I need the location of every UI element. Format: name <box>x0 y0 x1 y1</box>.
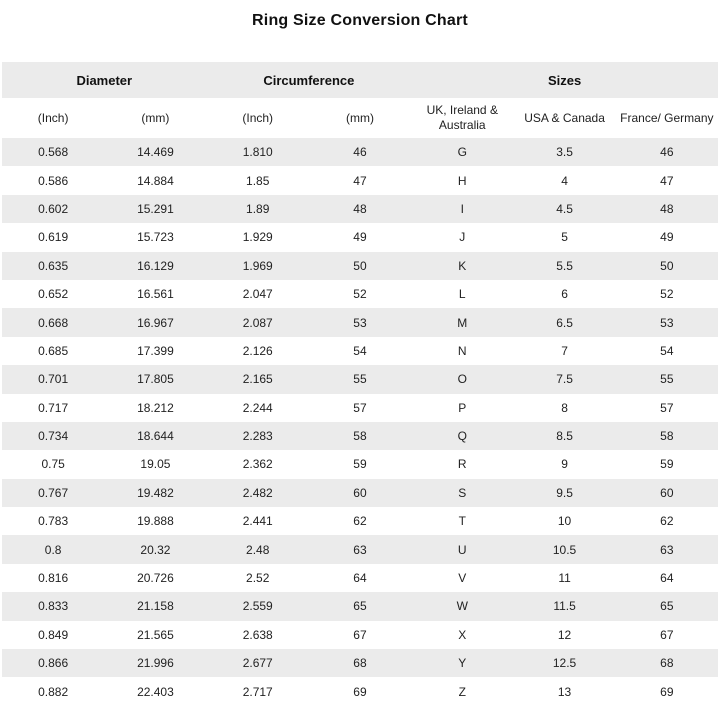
cell-col-3: 67 <box>353 627 367 642</box>
cell-col-2: 2.047 <box>242 287 273 302</box>
cell-col-2: 2.677 <box>242 656 273 671</box>
cell-col-5: 5 <box>561 230 568 245</box>
cell-col-1: 19.482 <box>137 485 174 500</box>
cell-col-3: 63 <box>353 542 367 557</box>
table-row <box>2 479 718 507</box>
cell-col-0: 0.734 <box>38 429 69 444</box>
cell-col-5: 4.5 <box>556 201 573 216</box>
cell-col-5: 4 <box>561 173 568 188</box>
cell-col-5: 6.5 <box>556 315 573 330</box>
cell-col-0: 0.8 <box>44 542 62 557</box>
cell-col-6: 67 <box>660 627 674 642</box>
table-row <box>2 252 718 280</box>
cell-col-0: 0.619 <box>38 230 69 245</box>
cell-col-1: 18.644 <box>137 429 174 444</box>
cell-col-5: 6 <box>561 287 568 302</box>
cell-col-6: 65 <box>660 599 674 614</box>
group-header-row <box>2 62 718 98</box>
cell-col-1: 17.399 <box>137 343 174 358</box>
cell-col-1: 18.212 <box>137 400 174 415</box>
cell-col-1: 16.129 <box>137 258 174 273</box>
cell-col-0: 0.568 <box>38 145 69 160</box>
cell-col-2: 2.165 <box>242 372 273 387</box>
column-header-6: France/ Germany <box>616 98 718 138</box>
cell-col-3: 54 <box>353 343 367 358</box>
cell-col-0: 0.668 <box>38 315 69 330</box>
cell-col-5: 9.5 <box>556 485 573 500</box>
cell-col-6: 54 <box>660 343 674 358</box>
cell-col-2: 2.441 <box>242 514 273 529</box>
cell-col-6: 57 <box>660 400 674 415</box>
cell-col-4: G <box>457 145 467 160</box>
page-title: Ring Size Conversion Chart <box>252 12 468 29</box>
cell-col-2: 1.89 <box>246 201 270 216</box>
table-body <box>2 138 718 706</box>
cell-col-1: 15.723 <box>137 230 174 245</box>
cell-col-0: 0.816 <box>38 571 69 586</box>
table-row <box>2 677 718 705</box>
cell-col-6: 47 <box>660 173 674 188</box>
cell-col-4: V <box>458 571 467 586</box>
column-header-5: USA & Canada <box>513 98 615 138</box>
cell-col-2: 2.638 <box>242 627 273 642</box>
cell-col-2: 2.52 <box>246 571 270 586</box>
cell-col-4: T <box>458 514 466 529</box>
cell-col-6: 49 <box>660 230 674 245</box>
cell-col-1: 20.32 <box>140 542 171 557</box>
cell-col-5: 9 <box>561 457 568 472</box>
cell-col-6: 68 <box>660 656 674 671</box>
cell-col-1: 14.884 <box>137 173 174 188</box>
cell-col-2: 2.244 <box>242 400 273 415</box>
table-row <box>2 592 718 620</box>
ring-size-conversion-table <box>2 62 718 706</box>
cell-col-0: 0.783 <box>38 514 69 529</box>
cell-col-1: 21.996 <box>137 656 174 671</box>
cell-col-4: M <box>457 315 468 330</box>
group-header-sizes: Sizes <box>411 62 718 98</box>
column-header-0: (Inch) <box>2 98 104 138</box>
cell-col-5: 7.5 <box>556 372 573 387</box>
cell-col-1: 14.469 <box>137 145 174 160</box>
cell-col-2: 2.559 <box>242 599 273 614</box>
cell-col-0: 0.767 <box>38 485 69 500</box>
cell-col-6: 48 <box>660 201 674 216</box>
group-header-diameter: Diameter <box>2 62 207 98</box>
cell-col-3: 65 <box>353 599 367 614</box>
table-row <box>2 195 718 223</box>
cell-col-6: 63 <box>660 542 674 557</box>
cell-col-2: 2.48 <box>246 542 270 557</box>
cell-col-6: 69 <box>660 684 674 699</box>
cell-col-2: 1.85 <box>246 173 270 188</box>
table-row <box>2 507 718 535</box>
cell-col-4: U <box>457 542 467 557</box>
cell-col-6: 50 <box>660 258 674 273</box>
cell-col-0: 0.849 <box>38 627 69 642</box>
cell-col-1: 21.158 <box>137 599 174 614</box>
cell-col-4: K <box>458 258 467 273</box>
cell-col-5: 11 <box>558 571 571 586</box>
cell-col-3: 68 <box>353 656 367 671</box>
cell-col-1: 22.403 <box>137 684 174 699</box>
cell-col-4: S <box>458 485 467 500</box>
cell-col-1: 19.888 <box>137 514 174 529</box>
cell-col-3: 50 <box>353 258 367 273</box>
cell-col-5: 11.5 <box>553 599 576 614</box>
cell-col-5: 8 <box>561 400 568 415</box>
cell-col-3: 48 <box>353 201 367 216</box>
cell-col-3: 58 <box>353 429 367 444</box>
cell-col-6: 59 <box>660 457 674 472</box>
cell-col-2: 2.482 <box>242 485 273 500</box>
column-header-3: (mm) <box>309 98 411 138</box>
cell-col-6: 55 <box>660 372 674 387</box>
cell-col-4: P <box>458 400 467 415</box>
cell-col-4: H <box>457 173 467 188</box>
cell-col-2: 1.810 <box>242 145 273 160</box>
cell-col-0: 0.652 <box>38 287 69 302</box>
table-row <box>2 450 718 478</box>
cell-col-5: 10.5 <box>552 542 577 557</box>
cell-col-6: 64 <box>660 571 674 586</box>
cell-col-5: 5.5 <box>556 258 573 273</box>
cell-col-4: Q <box>457 429 467 444</box>
cell-col-1: 17.805 <box>137 372 174 387</box>
cell-col-4: X <box>458 627 467 642</box>
cell-col-0: 0.833 <box>38 599 69 614</box>
cell-col-1: 16.967 <box>137 315 174 330</box>
cell-col-3: 64 <box>353 571 367 586</box>
cell-col-0: 0.701 <box>38 372 69 387</box>
table-row <box>2 337 718 365</box>
cell-col-4: Y <box>458 656 467 671</box>
cell-col-6: 52 <box>660 287 674 302</box>
cell-col-3: 69 <box>353 684 367 699</box>
cell-col-2: 2.126 <box>242 343 273 358</box>
cell-col-0: 0.602 <box>38 201 69 216</box>
cell-col-3: 47 <box>353 173 367 188</box>
cell-col-1: 20.726 <box>137 571 174 586</box>
cell-col-1: 21.565 <box>137 627 174 642</box>
cell-col-6: 60 <box>660 485 674 500</box>
cell-col-5: 12.5 <box>552 656 577 671</box>
cell-col-0: 0.685 <box>38 343 69 358</box>
column-header-row <box>2 98 718 138</box>
cell-col-4: L <box>458 287 466 302</box>
cell-col-3: 53 <box>353 315 367 330</box>
cell-col-3: 57 <box>353 400 367 415</box>
cell-col-0: 0.866 <box>38 656 69 671</box>
cell-col-0: 0.882 <box>38 684 69 699</box>
table-row <box>2 422 718 450</box>
cell-col-5: 10 <box>557 514 572 529</box>
column-header-2: (Inch) <box>207 98 309 138</box>
cell-col-3: 59 <box>353 457 367 472</box>
cell-col-3: 49 <box>353 230 367 245</box>
cell-col-6: 62 <box>660 514 674 529</box>
cell-col-5: 8.5 <box>556 429 573 444</box>
cell-col-6: 58 <box>660 429 674 444</box>
table-row <box>2 564 718 592</box>
cell-col-4: R <box>457 457 467 472</box>
table-row <box>2 308 718 336</box>
table-row <box>2 365 718 393</box>
cell-col-3: 55 <box>353 372 367 387</box>
cell-col-3: 60 <box>353 485 367 500</box>
cell-col-5: 13 <box>557 684 572 699</box>
cell-col-4: I <box>460 201 464 216</box>
cell-col-0: 0.717 <box>38 400 69 415</box>
cell-col-5: 3.5 <box>556 145 573 160</box>
table-row <box>2 649 718 677</box>
cell-col-4: W <box>456 599 468 614</box>
table-row <box>2 166 718 194</box>
cell-col-0: 0.635 <box>38 258 69 273</box>
cell-col-1: 19.05 <box>140 457 171 472</box>
cell-col-2: 2.087 <box>242 315 273 330</box>
cell-col-1: 16.561 <box>137 287 174 302</box>
cell-col-4: N <box>457 343 467 358</box>
cell-col-0: 0.75 <box>41 457 65 472</box>
table-row <box>2 394 718 422</box>
cell-col-4: J <box>459 230 466 245</box>
cell-col-4: Z <box>458 684 466 699</box>
column-header-1: (mm) <box>104 98 206 138</box>
cell-col-2: 2.283 <box>242 429 273 444</box>
cell-col-5: 12 <box>557 627 572 642</box>
table-row <box>2 223 718 251</box>
cell-col-4: O <box>457 372 467 387</box>
cell-col-3: 46 <box>353 145 367 160</box>
column-header-4: UK, Ireland & Australia <box>411 98 513 138</box>
cell-col-6: 46 <box>660 145 674 160</box>
cell-col-2: 1.969 <box>242 258 273 273</box>
table-head <box>2 62 718 138</box>
cell-col-2: 2.717 <box>242 684 273 699</box>
cell-col-2: 1.929 <box>242 230 273 245</box>
cell-col-3: 52 <box>353 287 367 302</box>
table-row <box>2 280 718 308</box>
cell-col-3: 62 <box>353 514 367 529</box>
cell-col-1: 15.291 <box>137 201 174 216</box>
table-row <box>2 621 718 649</box>
cell-col-6: 53 <box>660 315 674 330</box>
cell-col-5: 7 <box>561 343 568 358</box>
table-row <box>2 535 718 563</box>
cell-col-0: 0.586 <box>38 173 69 188</box>
table-row <box>2 138 718 166</box>
cell-col-2: 2.362 <box>242 457 273 472</box>
group-header-circumference: Circumference <box>207 62 412 98</box>
